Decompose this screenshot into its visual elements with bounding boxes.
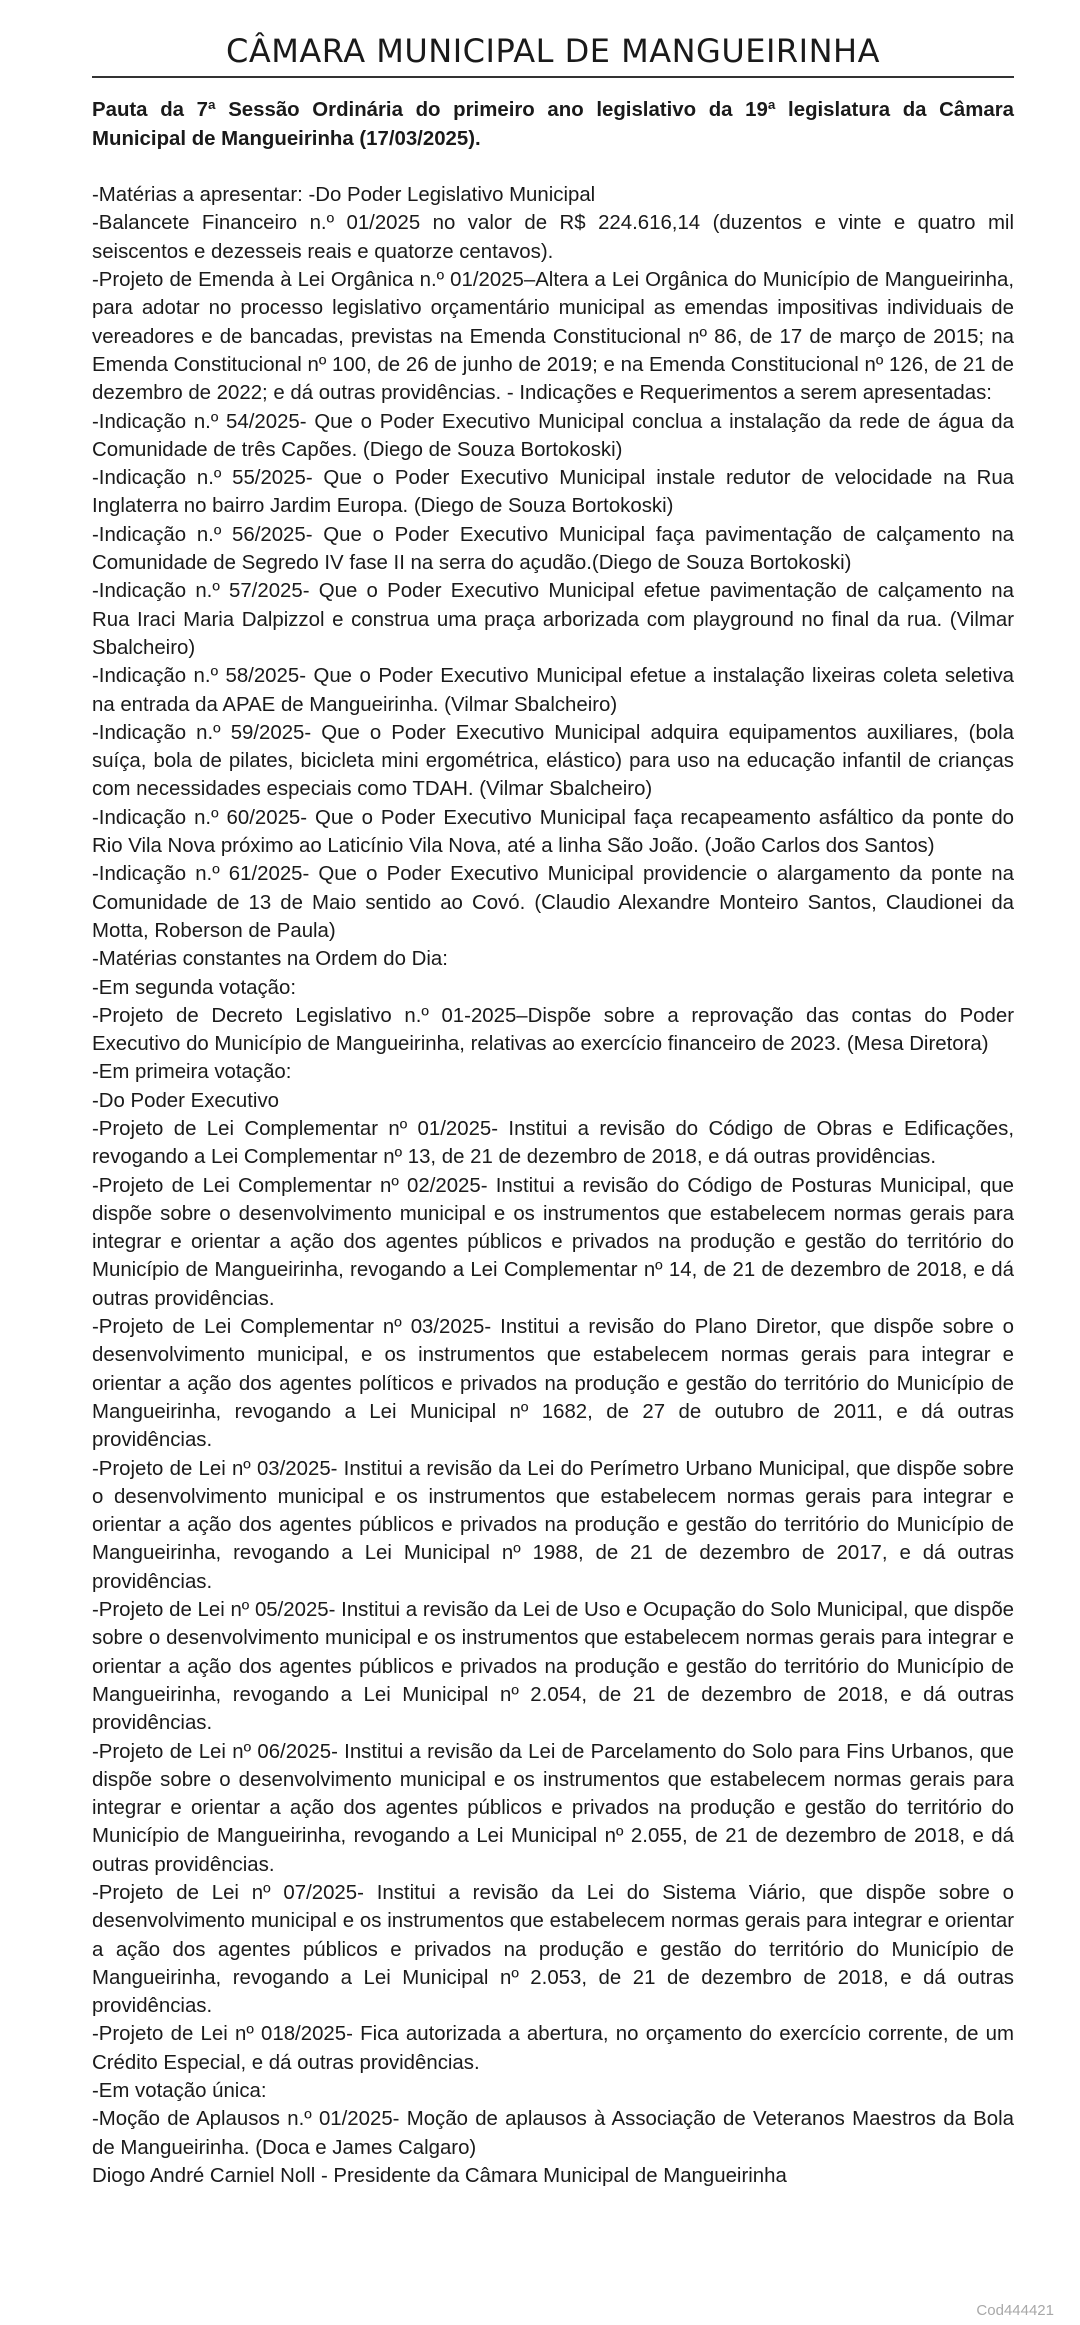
agenda-paragraph: -Projeto de Lei nº 018/2025- Fica autorizada a abertura, no orçamento do exercício corrente, de um Crédito Especial, e dá outras providências. [92,2023,1014,2074]
agenda-paragraph: -Indicação n.º 55/2025- Que o Poder Executivo Municipal instale redutor de velocidade na Rua Inglaterra no bairro Jardim Europa. (Diego de Souza Bortokoski) [92,467,1014,518]
agenda-paragraph: -Em votação única: [92,2080,267,2103]
document-page [92,0,1014,2190]
agenda-paragraph: -Indicação n.º 59/2025- Que o Poder Executivo Municipal adquira equipamentos auxiliares, (bola suíça, bola de pilates, bicicleta mini ergométrica, elástico) para uso na educação infantil de crianças com necessidades especiais como TDAH. (Vilmar Sbalcheiro) [92,721,1014,801]
agenda-paragraph: -Moção de Aplausos n.º 01/2025- Moção de aplausos à Associação de Veteranos Maestros da Bola de Mangueirinha. (Doca e James Calgaro) [92,2108,1014,2159]
agenda-paragraph: -Indicação n.º 54/2025- Que o Poder Executivo Municipal conclua a instalação da rede de água da Comunidade de três Capões. (Diego de Souza Bortokoski) [92,410,1014,461]
page-header-title: CÂMARA MUNICIPAL DE MANGUEIRINHA [226,32,880,70]
agenda-paragraph: -Projeto de Lei nº 03/2025- Institui a revisão da Lei do Perímetro Urbano Municipal, que dispõe sobre o desenvolvimento municipal e os instrumentos que estabelecem normas gerais para integrar e orientar a ação dos agentes públicos e privados na produção e gestão do território do Município de Mangueirinha, revogando a Lei Municipal nº 1988, de 21 de dezembro de 2017, e dá outras providências. [92,1457,1014,1593]
header-divider [92,76,1014,78]
agenda-paragraph: -Em segunda votação: [92,976,297,999]
agenda-paragraph: Diogo André Carniel Noll - Presidente da Câmara Municipal de Mangueirinha [92,2164,787,2187]
agenda-paragraph: -Matérias constantes na Ordem do Dia: [92,948,448,971]
agenda-paragraph: -Indicação n.º 57/2025- Que o Poder Executivo Municipal efetue pavimentação de calçamento na Rua Iraci Maria Dalpizzol e construa uma praça arborizada com playground no final da rua. (Vilmar Sbalcheiro) [92,580,1014,659]
agenda-paragraph: -Indicação n.º 56/2025- Que o Poder Executivo Municipal faça pavimentação de calçamento na Comunidade de Segredo IV fase II na serra do açudão.(Diego de Souza Bortokoski) [92,523,1014,575]
agenda-paragraph: -Em primeira votação: [92,1061,292,1084]
agenda-paragraph: -Balancete Financeiro n.º 01/2025 no valor de R$ 224.616,14 (duzentos e vinte e quatro mil seiscentos e dezesseis reais e quatorze centavos). [92,212,1014,263]
agenda-paragraph: -Matérias a apresentar: -Do Poder Legislativo Municipal [92,184,596,207]
agenda-paragraph: -Projeto de Lei Complementar nº 02/2025- Institui a revisão do Código de Posturas Municipal, que dispõe sobre o desenvolvimento municipal e os instrumentos que estabelecem normas gerais para integrar e orientar a ação dos agentes públicos e privados na produção e gestão do território do Município de Mangueirinha, revogando a Lei Complementar nº 14, de 21 de dezembro de 2018, e dá outras providências. [92,1174,1014,1310]
agenda-paragraph: -Projeto de Lei nº 05/2025- Institui a revisão da Lei de Uso e Ocupação do Solo Municipal, que dispõe sobre o desenvolvimento municipal e os instrumentos que estabelecem normas gerais para integrar e orientar a ação dos agentes públicos e privados na produção e gestão do território do Município de Mangueirinha, revogando a Lei Municipal nº 2.054, de 21 de dezembro de 2018, e dá outras providências. [92,1599,1014,1735]
agenda-paragraph: -Projeto de Lei Complementar nº 03/2025- Institui a revisão do Plano Diretor, que dispõe sobre o desenvolvimento municipal, e os instrumentos que estabelecem normas gerais para integrar e orientar a ação dos agentes políticos e privados na produção e gestão do território do Município de Mangueirinha, revogando a Lei Municipal nº 1682, de 27 de outubro de 2011, e dá outras providências. [92,1316,1014,1452]
document-code: Cod444421 [976,2302,1054,2319]
agenda-paragraph: -Projeto de Lei nº 07/2025- Institui a revisão da Lei do Sistema Viário, que dispõe sobre o desenvolvimento municipal e os instrumentos que estabelecem normas gerais para integrar e orientar a ação dos agentes públicos e privados na produção e gestão do território do Município de Mangueirinha, revogando a Lei Municipal nº 2.053, de 21 de dezembro de 2018, e dá outras providências. [92,1882,1014,2018]
agenda-paragraph: -Projeto de Emenda à Lei Orgânica n.º 01/2025–Altera a Lei Orgânica do Município de Mangueirinha, para adotar no processo legislativo orçamentário municipal as emendas impositivas individuais de vereadores e de bancadas, previstas na Emenda Constitucional nº 86, de 17 de março de 2015; na Emenda Constitucional nº 100, de 26 de junho de 2019; e na Emenda Constitucional nº 126, de 21 de dezembro de 2022; e dá outras providências. - Indicações e Requerimentos a serem apresentadas: [92,269,1014,405]
agenda-paragraph: -Projeto de Decreto Legislativo n.º 01-2025–Dispõe sobre a reprovação das contas do Poder Executivo do Município de Mangueirinha, relativas ao exercício financeiro de 2023. (Mesa Diretora) [92,1004,1014,1056]
agenda-paragraph: -Projeto de Lei Complementar nº 01/2025- Institui a revisão do Código de Obras e Edificações, revogando a Lei Complementar nº 13, de 21 de dezembro de 2018, e dá outras providências. [92,1117,1014,1169]
agenda-paragraph: -Indicação n.º 58/2025- Que o Poder Executivo Municipal efetue a instalação lixeiras coleta seletiva na entrada da APAE de Mangueirinha. (Vilmar Sbalcheiro) [92,665,1014,716]
agenda-paragraph: -Indicação n.º 60/2025- Que o Poder Executivo Municipal faça recapeamento asfáltico da ponte do Rio Vila Nova próximo ao Laticínio Vila Nova, até a linha São João. (João Carlos dos Santos) [92,806,1014,858]
title-spacer [92,153,1014,181]
agenda-paragraph: -Indicação n.º 61/2025- Que o Poder Executivo Municipal providencie o alargamento da ponte na Comunidade de 13 de Maio sentido ao Covó. (Claudio Alexandre Monteiro Santos, Claudionei da Motta, Roberson de Paula) [92,863,1014,942]
document-title: Pauta da 7ª Sessão Ordinária do primeiro ano legislativo da 19ª legislatura da Câmara Municipal de Mangueirinha (17/03/2025). [92,99,1014,150]
agenda-paragraph: -Projeto de Lei nº 06/2025- Institui a revisão da Lei de Parcelamento do Solo para Fins Urbanos, que dispõe sobre o desenvolvimento municipal e os instrumentos que estabelecem normas gerais para integrar e orientar a ação dos agentes públicos e privados na produção e gestão do território do Município de Mangueirinha, revogando a Lei Municipal nº 2.055, de 21 de dezembro de 2018, e dá outras providências. [92,1740,1014,1876]
agenda-paragraph: -Do Poder Executivo [92,1089,280,1112]
document-body [92,181,1014,2190]
